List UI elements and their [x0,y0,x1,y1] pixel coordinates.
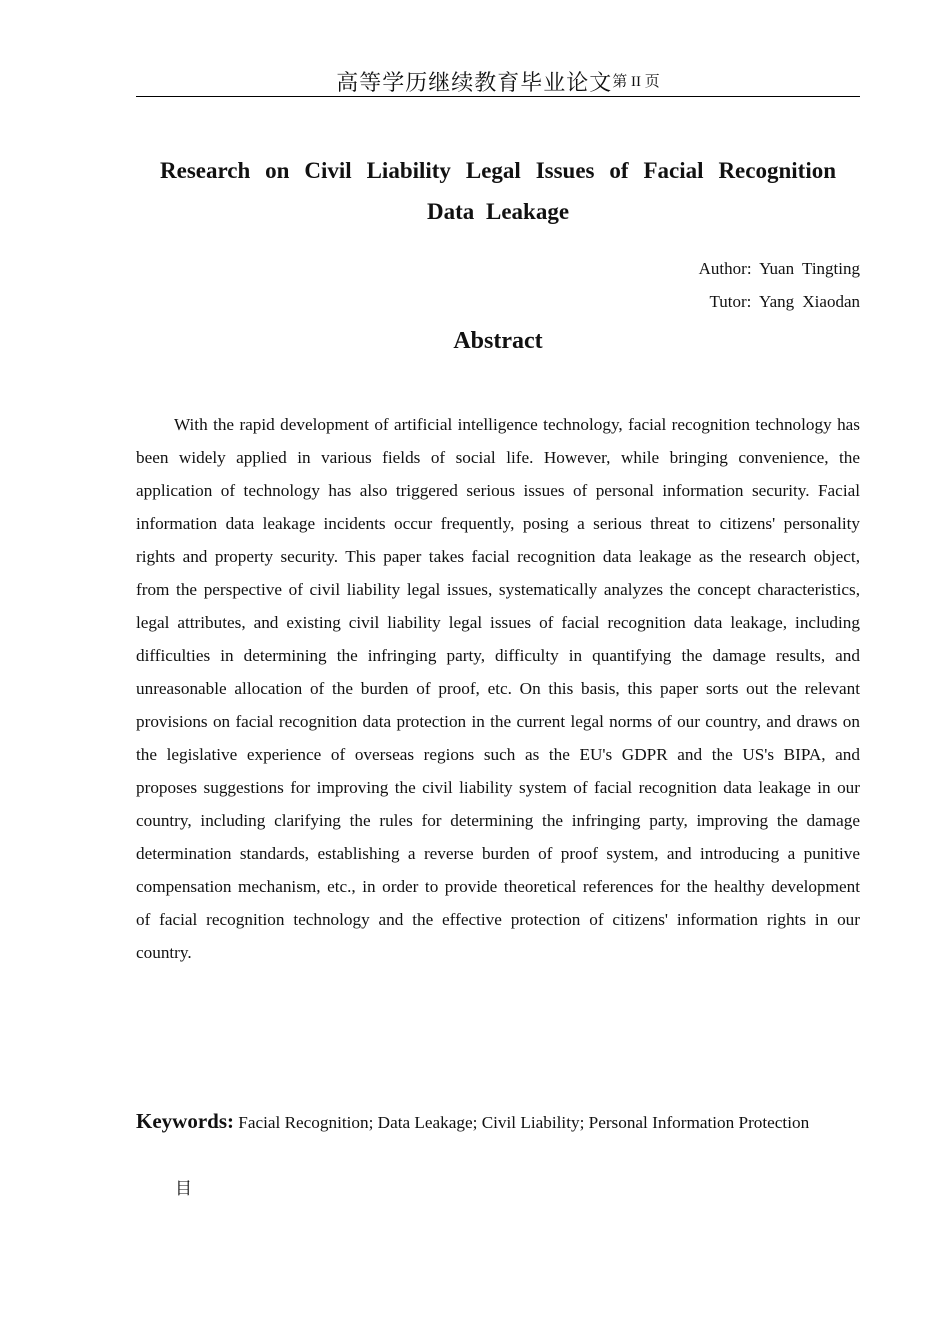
author-line: Author: Yuan Tingting [698,259,860,278]
keywords-paragraph [136,1104,860,1140]
paper-title-line-2: Data Leakage [426,199,570,224]
toc-fragment: 目 [175,1179,192,1199]
header-page-number: 第 II 页 [612,74,660,90]
page-header [136,66,860,97]
keywords-label: Keywords: [136,1109,234,1133]
abstract-heading: Abstract [453,328,543,354]
tutor-line: Tutor: Yang Xiaodan [709,292,860,311]
paper-title-line-1: Research on Civil Liability Legal Issues of Facial Recognition [160,158,836,183]
paper-title [136,150,860,232]
keywords-text: Facial Recognition; Data Leakage; Civil Liability; Personal Information Protection [238,1113,810,1132]
abstract-body: With the rapid development of artificial intelligence technology, facial recognition technology has been widely applied in various fields of social life. However, while bringing convenience, the application of technology has also triggered serious issues of personal information security. Facial information data leakage incidents occur frequently, posing a serious threat to citizens' personality rights and property security. This paper takes facial recognition data leakage as the research object, from the perspective of civil liability legal issues, systematically analyzes the concept characteristics, legal attributes, and existing civil liability legal issues of facial recognition data leakage, including difficulties in determining the infringing party, difficulty in quantifying the damage results, and unreasonable allocation of the burden of proof, etc. On this basis, this paper sorts out the relevant provisions on facial recognition data protection in the current legal norms of our country, and draws on the legislative experience of overseas regions such as the EU's GDPR and the US's BIPA, and proposes suggestions for improving the civil liability system of facial recognition data leakage in our country, including clarifying the rules for determining the infringing party, improving the damage determination standards, establishing a reverse burden of proof system, and introducing a punitive compensation mechanism, etc., in order to provide theoretical references for the healthy development of facial recognition technology and the effective protection of citizens' information rights in our country. [136,415,860,962]
header-title: 高等学历继续教育毕业论文 [336,71,613,96]
